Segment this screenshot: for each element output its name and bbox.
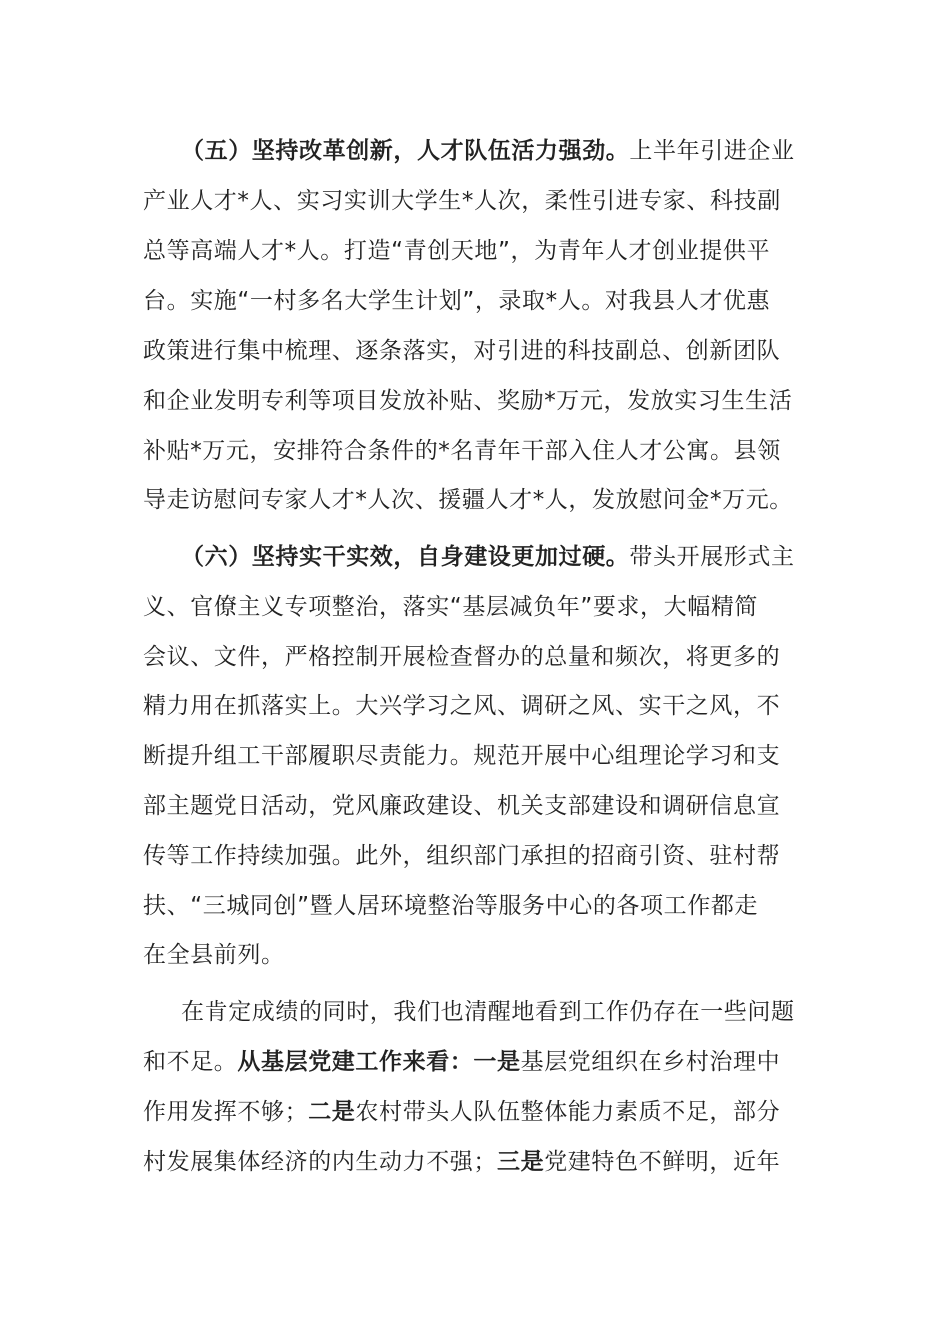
paragraph-6-line-6: 部主题党日活动，党风廉政建设、机关支部建设和调研信息宣	[143, 793, 781, 819]
paragraph-5-line-6: 和企业发明专利等项目发放补贴、奖励*万元，发放实习生生活	[143, 388, 793, 414]
problems-line-1: 在肯定成绩的同时，我们也清醒地看到工作仍存在一些问题	[181, 999, 795, 1025]
paragraph-5-line-2: 产业人才*人、实习实训大学生*人次，柔性引进专家、科技副	[143, 188, 781, 214]
paragraph-6-line-2: 义、官僚主义专项整治，落实“基层减负年”要求，大幅精简	[143, 594, 759, 620]
paragraph-6-line-8: 扶、“三城同创”暨人居环境整治等服务中心的各项工作都走	[143, 893, 759, 919]
paragraph-5-line-8: 导走访慰问专家人才*人次、援疆人才*人，发放慰问金*万元。	[143, 487, 793, 513]
paragraph-6-line-9: 在全县前列。	[143, 942, 285, 968]
problems-text: 农村带头人队伍整体能力素质不足，部分	[355, 1099, 781, 1125]
paragraph-6-line-4: 精力用在抓落实上。大兴学习之风、调研之风、实干之风，不	[143, 693, 781, 719]
paragraph-6-line-5: 断提升组工干部履职尽责能力。规范开展中心组理论学习和支	[143, 743, 781, 769]
paragraph-5-line-4: 台。实施“一村多名大学生计划”，录取*人。对我县人才优惠	[143, 288, 771, 314]
problems-bold: 从基层党建工作来看：一是	[237, 1049, 521, 1075]
problems-bold: 三是	[497, 1149, 545, 1175]
problems-line-2	[143, 1047, 780, 1077]
problems-text: 村发展集体经济的内生动力不强；	[143, 1149, 497, 1175]
paragraph-5-heading: （五）坚持改革创新，人才队伍活力强劲。	[181, 138, 630, 164]
paragraph-6-heading: （六）坚持实干实效，自身建设更加过硬。	[181, 544, 630, 570]
paragraph-6-line-1	[181, 542, 795, 572]
problems-bold: 二是	[308, 1099, 356, 1125]
problems-text: 和不足。	[143, 1049, 238, 1075]
paragraph-6-text: 带头开展形式主	[629, 544, 795, 570]
paragraph-6-line-3: 会议、文件，严格控制开展检查督办的总量和频次，将更多的	[143, 644, 781, 670]
problems-text: 作用发挥不够；	[143, 1099, 309, 1125]
paragraph-5-line-5: 政策进行集中梳理、逐条落实，对引进的科技副总、创新团队	[143, 338, 781, 364]
problems-line-3	[143, 1097, 780, 1127]
problems-text: 基层党组织在乡村治理中	[520, 1049, 781, 1075]
paragraph-5-line-7: 补贴*万元，安排符合条件的*名青年干部入住人才公寓。县领	[143, 438, 781, 464]
problems-line-4	[143, 1147, 780, 1177]
paragraph-5-text: 上半年引进企业	[629, 138, 795, 164]
paragraph-6-line-7: 传等工作持续加强。此外，组织部门承担的招商引资、驻村帮	[143, 843, 781, 869]
problems-text: 党建特色不鲜明，近年	[544, 1149, 781, 1175]
paragraph-5-line-3: 总等高端人才*人。打造“青创天地”，为青年人才创业提供平	[143, 238, 771, 264]
paragraph-5-line-1	[181, 136, 795, 166]
